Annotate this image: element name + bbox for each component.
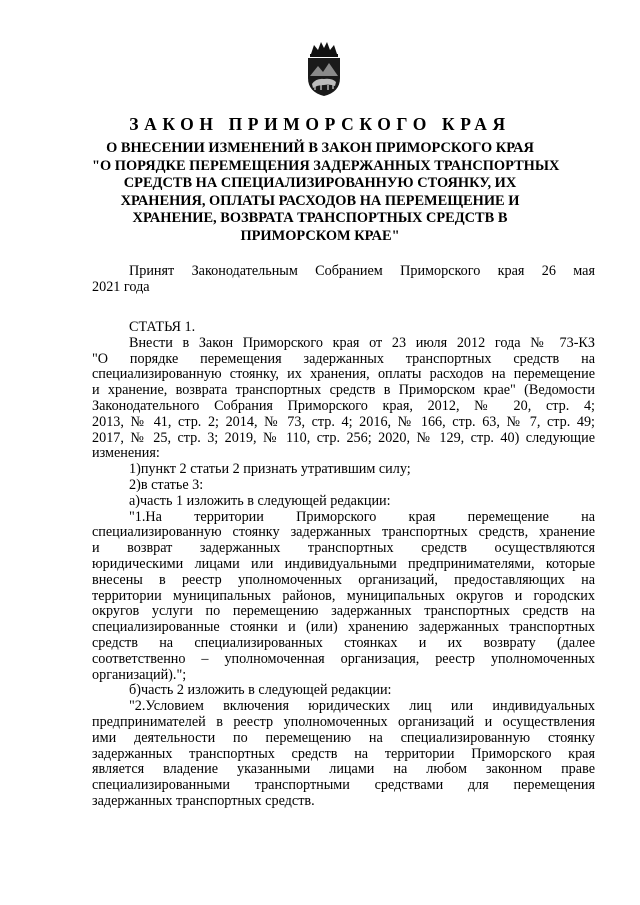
paragraph-line: юридическими лицами или индивидуальными предпринимателями, которые <box>92 555 595 572</box>
paragraph-line: внесены в реестр уполномоченных организаций, предоставляющих на <box>92 571 595 588</box>
paragraph-line: "О порядке перемещения задержанных транспортных средств на <box>92 350 595 367</box>
paragraph-line: средств на специализированных стоянках и их возврату (далее <box>92 634 595 651</box>
paragraph-line: специализированную стоянку, их хранения, оплаты расходов на перемещение <box>92 366 595 383</box>
article-heading: СТАТЬЯ 1. <box>129 319 196 335</box>
paragraph-line: изменения: <box>92 445 160 462</box>
law-title: ЗАКОН ПРИМОРСКОГО КРАЯ <box>129 114 511 134</box>
list-item: 2)в статье 3: <box>129 476 204 493</box>
subtitle-line: О ВНЕСЕНИИ ИЗМЕНЕНИЙ В ЗАКОН ПРИМОРСКОГО КРАЯ <box>106 140 534 156</box>
list-item: 1)пункт 2 статьи 2 признать утратившим силу; <box>129 461 411 478</box>
paragraph-line: специализированную стоянку задержанных транспортных средств, хранение <box>92 524 595 541</box>
paragraph-line: "2.Условием включения юридических лиц или индивидуальных <box>129 698 595 715</box>
article-1 <box>92 320 595 810</box>
adoption-line: Принят Законодательным Собранием Приморского края 26 мая <box>129 263 595 279</box>
paragraph-line: округов услуги по перемещению задержанных транспортных средств на <box>92 603 595 620</box>
adoption-note <box>92 264 595 296</box>
paragraph-line: специализированными транспортными средствами для перемещения <box>92 777 595 794</box>
primorsky-krai-coat-of-arms-icon <box>302 40 346 98</box>
paragraph-line: является владение указанными лицами на любом законном праве <box>92 761 595 778</box>
subtitle-line: "О ПОРЯДКЕ ПЕРЕМЕЩЕНИЯ ЗАДЕРЖАННЫХ ТРАНСПОРТНЫХ <box>92 157 560 174</box>
paragraph-line: территории муниципальных районов, муниципальных округов и городских <box>92 587 595 604</box>
paragraph-line: Внести в Закон Приморского края от 23 июля 2012 года № 73-КЗ <box>129 334 595 351</box>
list-item: а)часть 1 изложить в следующей редакции: <box>129 492 391 509</box>
paragraph-line: 2017, № 25, стр. 3; 2019, № 110, стр. 256; 2020, № 129, стр. 40) следующие <box>92 429 595 446</box>
paragraph-line: и возврат задержанных транспортных средств осуществляются <box>92 540 595 557</box>
law-subtitle <box>92 140 560 246</box>
subtitle-line: СРЕДСТВ НА СПЕЦИАЛИЗИРОВАННУЮ СТОЯНКУ, ИХ <box>123 175 517 192</box>
paragraph-line: предпринимателей в реестр уполномоченных организаций и осуществления <box>92 713 595 730</box>
paragraph-line: и хранение, возврата транспортных средств в Приморском крае" (Ведомости <box>92 382 595 399</box>
paragraph-line: задержанных транспортных средств. <box>92 792 315 809</box>
paragraph-line: соответственно – уполномоченная организация, реестр уполномоченных <box>92 650 595 667</box>
paragraph-line: "1.На территории Приморского края перемещение на <box>129 508 595 525</box>
list-item: б)часть 2 изложить в следующей редакции: <box>129 682 392 699</box>
paragraph-line: задержанных транспортных средств на территории Приморского края <box>92 745 595 762</box>
paragraph-line: организаций)."; <box>92 666 187 683</box>
paragraph-line: 2013, № 41, стр. 2; 2014, № 73, стр. 4; 2016, № 166, стр. 63, № 7, стр. 49; <box>92 413 595 430</box>
paragraph-line: специализированные стоянки и (или) хранению задержанных транспортных <box>92 619 595 636</box>
paragraph-line: Законодательного Собрания Приморского края, 2012, № 20, стр. 4; <box>92 397 595 414</box>
subtitle-line: ХРАНЕНИЯ, ОПЛАТЫ РАСХОДОВ НА ПЕРЕМЕЩЕНИЕ И <box>120 192 520 209</box>
paragraph-line: ими деятельности по перемещению на специализированную стоянку <box>92 729 595 746</box>
adoption-line: 2021 года <box>92 278 150 295</box>
subtitle-line: ПРИМОРСКОМ КРАЕ" <box>240 227 400 244</box>
subtitle-line: ХРАНЕНИЕ, ВОЗВРАТА ТРАНСПОРТНЫХ СРЕДСТВ В <box>132 210 508 227</box>
